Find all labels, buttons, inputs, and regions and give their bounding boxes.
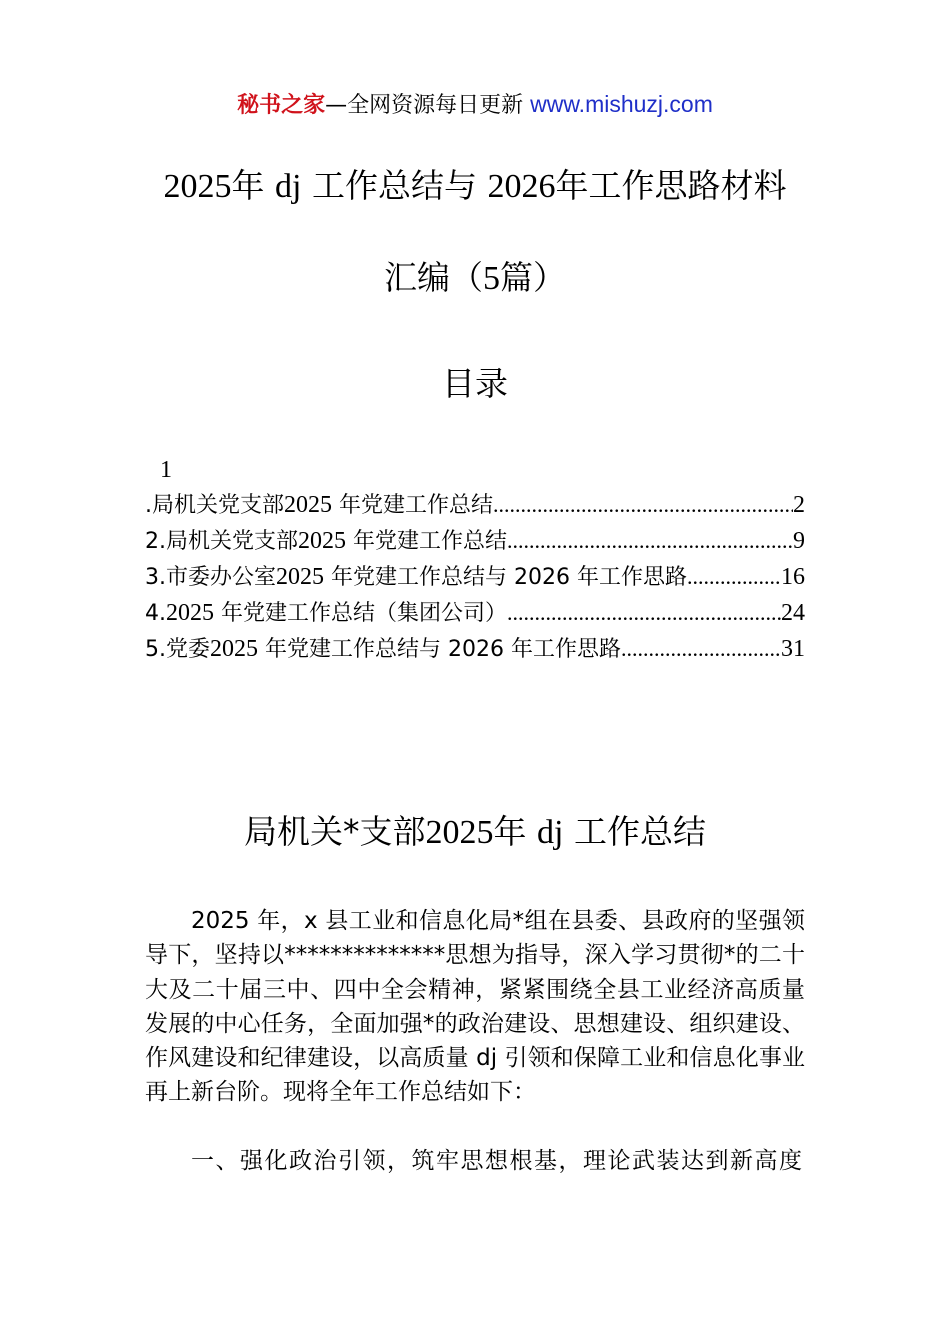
toc-heading: 目录 bbox=[442, 364, 508, 403]
toc-entry-year: 2025 bbox=[166, 600, 214, 626]
section-heading: 一、强化政治引领，筑牢思想根基，理论武装达到新高度 bbox=[191, 1148, 804, 1174]
toc-leader-dots bbox=[507, 595, 781, 631]
title-abbr: dj bbox=[275, 168, 302, 205]
toc-entry[interactable] bbox=[145, 595, 805, 631]
toc-entry-title: 年党建工作总结 bbox=[353, 529, 508, 554]
title-text: 年 bbox=[231, 166, 265, 205]
toc-leader-dots bbox=[621, 631, 781, 667]
toc-entry-year: 2025 bbox=[298, 528, 346, 554]
toc-entry-page: 2 bbox=[793, 492, 805, 518]
toc-entry[interactable] bbox=[145, 631, 805, 667]
title-text: 汇编（ bbox=[384, 258, 483, 297]
toc-entry[interactable] bbox=[145, 523, 805, 559]
toc-leader-dots bbox=[507, 523, 793, 559]
site-slogan: —全网资源每日更新 bbox=[325, 93, 524, 118]
article-title-year: 2025 bbox=[425, 814, 494, 851]
site-brand[interactable]: 秘书之家 bbox=[237, 93, 326, 118]
toc-entry-year: 2025 bbox=[276, 564, 324, 590]
article-title bbox=[0, 810, 950, 855]
title-year-2026: 2026 bbox=[487, 168, 556, 205]
toc-entry-title: 年党建工作总结 bbox=[339, 493, 494, 518]
toc-entry-page: 31 bbox=[781, 636, 805, 662]
title-year-2025: 2025 bbox=[163, 168, 232, 205]
toc-entry-title: 2.局机关党支部 bbox=[145, 529, 298, 554]
table-of-contents bbox=[145, 487, 805, 667]
toc-entry-title: 3.市委办公室 bbox=[145, 565, 276, 590]
toc-entry[interactable] bbox=[145, 487, 805, 523]
toc-entry-title: 年党建工作总结与 2026 年工作思路 bbox=[331, 565, 687, 590]
site-header bbox=[0, 88, 950, 122]
toc-entry-page: 24 bbox=[781, 600, 805, 626]
toc-leader-dots bbox=[687, 559, 781, 595]
article-paragraph: 2025 年，x 县工业和信息化局*组在县委、县政府的坚强领导下，坚持以**************思想为指导，深入学习贯彻*的二十大及二十届三中、四中全会精神，紧紧围绕全县工业经济高质量发展的中心任务，全面加强*的政治建设、思想建设、组织建设、作风建设和纪律建设，以高质量 dj 引领和保障工业和信息化事业再上新台阶。现将全年工作总结如下： bbox=[145, 908, 805, 1106]
site-url-link[interactable]: www.mishuzj.com bbox=[530, 91, 713, 117]
article-title-text: 工作总结 bbox=[573, 812, 706, 851]
title-text: 年工作思路材料 bbox=[555, 166, 787, 205]
toc-first-number: 1 bbox=[160, 457, 172, 483]
document-title-line-1 bbox=[0, 164, 950, 209]
toc-leader-dots bbox=[493, 487, 793, 523]
title-count: 5 bbox=[483, 260, 500, 297]
toc-entry-title: 年党建工作总结（集团公司） bbox=[221, 601, 508, 626]
toc-entry-page: 9 bbox=[793, 528, 805, 554]
article-title-text: 年 bbox=[493, 812, 527, 851]
toc-entry[interactable] bbox=[145, 559, 805, 595]
toc-entry-title: 4. bbox=[145, 601, 166, 626]
toc-entry-title: 5.党委 bbox=[145, 637, 210, 662]
toc-entry-year: 2025 bbox=[210, 636, 258, 662]
title-text: 篇） bbox=[500, 258, 566, 297]
toc-entry-year: 2025 bbox=[284, 492, 332, 518]
document-title-line-2 bbox=[0, 256, 950, 301]
article-title-abbr: dj bbox=[537, 814, 564, 851]
title-text: 工作总结与 bbox=[311, 166, 477, 205]
toc-entry-page: 16 bbox=[781, 564, 805, 590]
article-title-text: 局机关*支部 bbox=[244, 812, 426, 851]
toc-entry-title: 年党建工作总结与 2026 年工作思路 bbox=[265, 637, 621, 662]
toc-entry-title: .局机关党支部 bbox=[145, 493, 284, 518]
